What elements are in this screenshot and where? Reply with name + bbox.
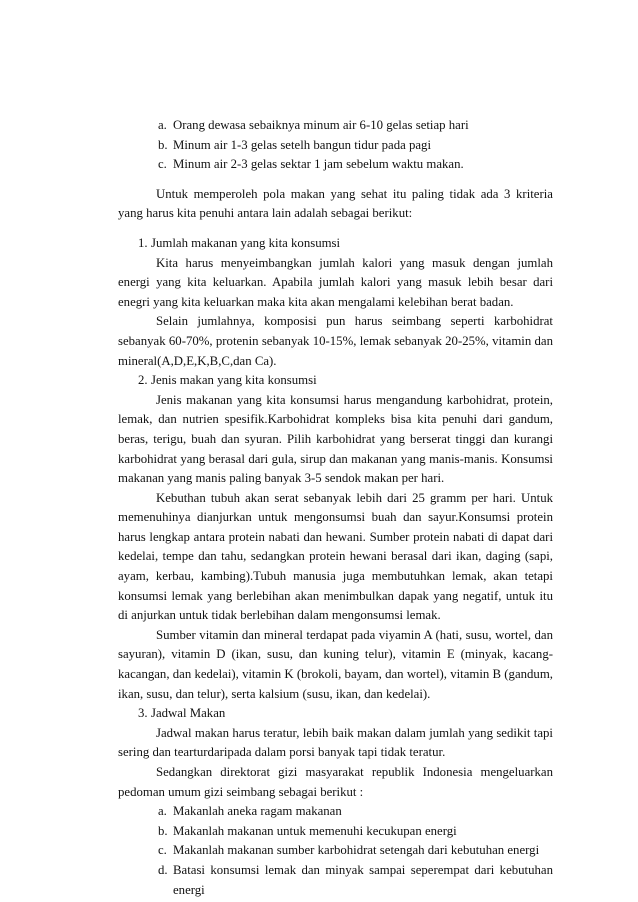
guideline-list: [118, 802, 553, 900]
list-item-text: Makanlah aneka ragam makanan: [173, 804, 342, 819]
list-item-text: Minum air 2-3 gelas sektar 1 jam sebelum waktu makan.: [173, 157, 464, 172]
intro-paragraph: Untuk memperoleh pola makan yang sehat itu paling tidak ada 3 kriteria yang harus kita penuhi antara lain adalah sebagai berikut:: [118, 186, 553, 221]
list-marker: d.: [158, 862, 168, 877]
section-title: Jumlah makanan yang kita konsumsi: [151, 235, 341, 250]
section-number: 1.: [138, 235, 148, 250]
paragraph: Selain jumlahnya, komposisi pun harus seimbang seperti karbohidrat sebanyak 60-70%, protenin sebanyak 10-15%, lemak sebanyak 20-25%, vitamin dan mineral(A,D,E,K,B,C,dan Ca).: [118, 314, 553, 368]
list-item: [118, 861, 553, 900]
list-item-text: Orang dewasa sebaiknya minum air 6-10 gelas setiap hari: [173, 118, 469, 132]
section-number: 2.: [138, 373, 148, 388]
section-heading: [118, 234, 553, 254]
paragraph: Sumber vitamin dan mineral terdapat pada viyamin A (hati, susu, wortel, dan sayuran), vitamin D (ikan, susu, dan kuning telur), vitamin E (minyak, kacang-kacangan, dan kedelai), vitamin K (brokoli, bayam, dan wortel), vitamin B (gandum, ikan, susu, dan telur), serta kalsium (susu, ikan, dan kedelai).: [118, 627, 553, 701]
paragraph: Jenis makanan yang kita konsumsi harus mengandung karbohidrat, protein, lemak, dan nutrien spesifik.Karbohidrat kompleks bisa kita penuhi dari gandum, beras, terigu, buah dan syuran. Pilih karbohidrat yang berserat tinggi dan kurangi karbohidrat yang berasal dari gula, sirup dan makanan yang manis-manis. Konsumsi makanan yang manis paling banyak 3-5 sendok makan per hari.: [118, 392, 553, 486]
list-item-text: Batasi konsumsi lemak dan minyak sampai seperempat dari kebutuhan energi: [173, 862, 553, 897]
section-title: Jadwal Makan: [151, 706, 226, 721]
list-marker: a.: [158, 118, 167, 132]
list-marker: b.: [158, 137, 168, 152]
section-heading: [118, 371, 553, 391]
section-2: [118, 371, 553, 704]
section-number: 3.: [138, 706, 148, 721]
list-item-text: Minum air 1-3 gelas setelh bangun tidur pada pagi: [173, 137, 432, 152]
list-marker: b.: [158, 823, 168, 838]
list-item: [118, 822, 553, 842]
paragraph: Sedangkan direktorat gizi masyarakat republik Indonesia mengeluarkan pedoman umum gizi seimbang sebagai berikut :: [118, 765, 553, 799]
water-list: [118, 116, 553, 175]
paragraph: Kita harus menyeimbangkan jumlah kalori yang masuk dengan jumlah energi yang kita keluarkan. Apabila jumlah kalori yang masuk lebih besar dari enegri yang kita keluarkan maka kita akan mengalami kelebihan berat badan.: [118, 255, 553, 309]
list-item: [118, 136, 553, 156]
paragraph: Kebuthan tubuh akan serat sebanyak lebih dari 25 gramm per hari. Untuk memenuhinya dianjurkan untuk mengonsumsi buah dan sayur.Konsumsi protein harus lengkap antara protein nabati dan hewani. Sumber protein nabati di dapat dari kedelai, tempe dan tahu, sedangkan protein hewani berasal dari ikan, daging (sapi, ayam, kerbau, kambing).Tubuh manusia juga membutuhkan lemak, akan tetapi konsumsi lemak yang berlebihan akan menimbulkan dapak yang negatif, untuk itu di anjurkan untuk tidak berlebihan dalam mengonsumsi lemak.: [118, 490, 553, 623]
list-marker: c.: [158, 157, 167, 172]
list-marker: a.: [158, 804, 167, 819]
paragraph: Jadwal makan harus teratur, lebih baik makan dalam jumlah yang sedikit tapi sering dan tearturdaripada dalam porsi banyak tapi tidak teratur.: [118, 725, 553, 760]
section-1: [118, 234, 553, 371]
list-item-text: Makanlah makanan untuk memenuhi kecukupan energi: [173, 823, 457, 838]
list-item: [118, 841, 553, 861]
section-title: Jenis makan yang kita konsumsi: [151, 373, 317, 388]
list-marker: c.: [158, 843, 167, 858]
section-heading: [118, 704, 553, 724]
section-3: [118, 704, 553, 802]
list-item: [118, 116, 553, 136]
list-item: [118, 155, 553, 175]
list-item: [118, 802, 553, 822]
list-item-text: Makanlah makanan sumber karbohidrat setengah dari kebutuhan energi: [173, 843, 540, 858]
